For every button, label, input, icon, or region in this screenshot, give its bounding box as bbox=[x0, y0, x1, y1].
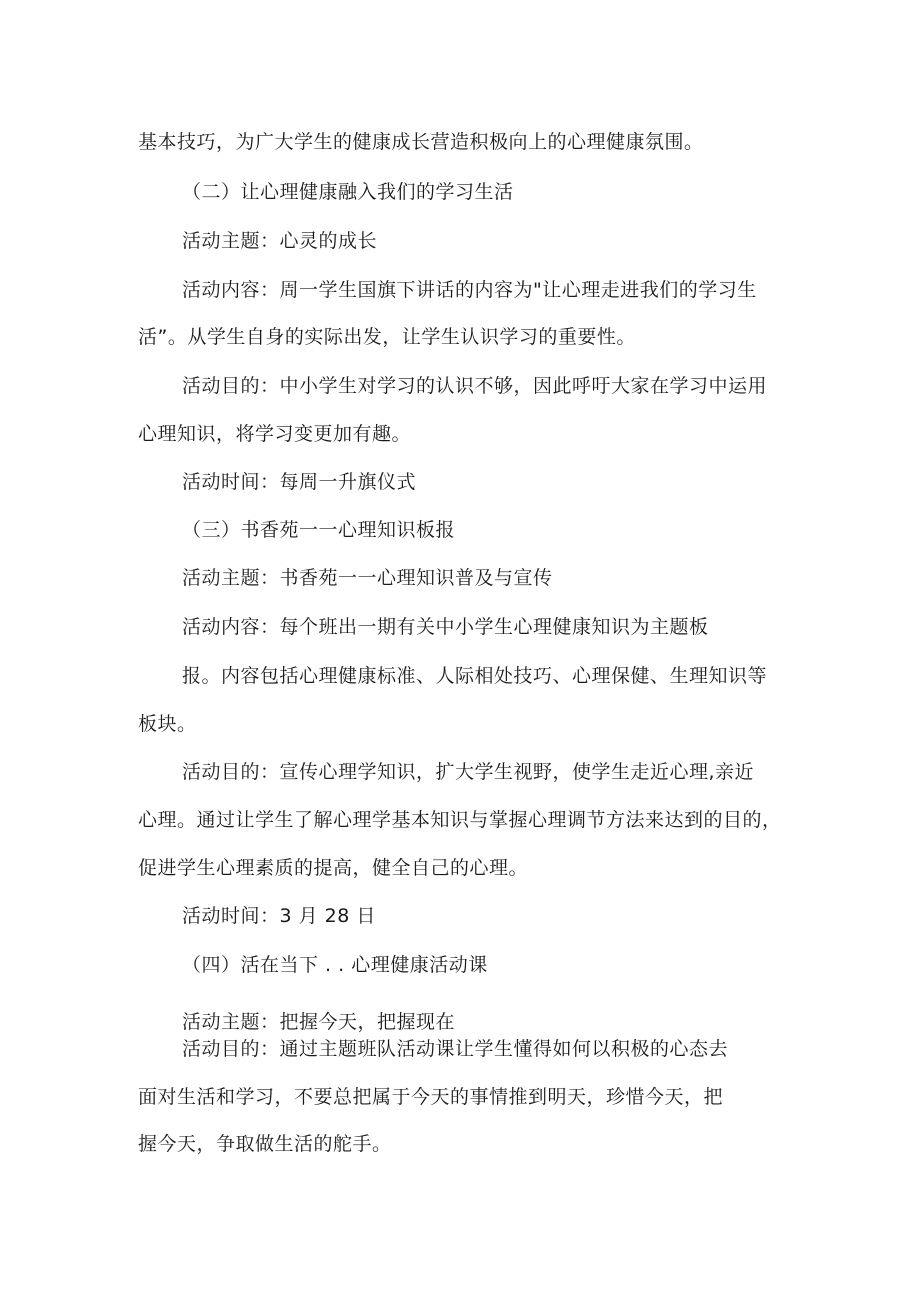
activity-theme-4: 活动主题：把握今天，把握现在 bbox=[182, 1011, 456, 1033]
text-line-15: 心理。通过让学生了解心理学基本知识与掌握心理调节方法来达到的目的， bbox=[138, 809, 782, 831]
text-line-1: 基本技巧，为广大学生的健康成长营造积极向上的心理健康氛围。 bbox=[138, 131, 704, 153]
section-heading-4: （四）活在当下 . . 心理健康活动课 bbox=[182, 954, 488, 976]
activity-theme-2: 活动主题：心灵的成长 bbox=[182, 230, 378, 252]
activity-theme-3: 活动主题：书香苑一一心理知识普及与宣传 bbox=[182, 567, 553, 589]
activity-purpose-3: 活动目的：宣传心理学知识，扩大学生视野，使学生走近心理,亲近 bbox=[182, 761, 755, 783]
text-line-12: 报。内容包括心理健康标准、人际相处技巧、心理保健、生理知识等 bbox=[182, 665, 768, 687]
activity-purpose-4: 活动目的：通过主题班队活动课让学生懂得如何以积极的心态去 bbox=[182, 1038, 729, 1060]
section-heading-2: （二）让心理健康融入我们的学习生活 bbox=[182, 181, 514, 203]
text-line-21: 面对生活和学习，不要总把属于今天的事情推到明天，珍惜今天，把 bbox=[138, 1086, 724, 1108]
activity-content-3: 活动内容：每个班出一期有关中小学生心理健康知识为主题板 bbox=[182, 616, 709, 638]
activity-time-2: 活动时间：每周一升旗仪式 bbox=[182, 471, 417, 493]
text-line-22: 握今天，争取做生活的舵手。 bbox=[138, 1133, 392, 1155]
activity-content-2: 活动内容：周一学生国旗下讲话的内容为"让心理走进我们的学习生 bbox=[182, 279, 757, 301]
activity-time-3: 活动时间：3 月 28 日 bbox=[182, 905, 376, 927]
text-line-13: 板块。 bbox=[138, 713, 197, 735]
activity-purpose-2: 活动目的：中小学生对学习的认识不够，因此呼吁大家在学习中运用 bbox=[182, 375, 768, 397]
text-line-7: 心理知识，将学习变更加有趣。 bbox=[138, 423, 412, 445]
text-line-5: 活”。从学生自身的实际出发，让学生认识学习的重要性。 bbox=[138, 326, 636, 348]
section-heading-3: （三）书香苑一一心理知识板报 bbox=[182, 519, 456, 541]
text-line-16: 促进学生心理素质的提高，健全自己的心理。 bbox=[138, 857, 529, 879]
